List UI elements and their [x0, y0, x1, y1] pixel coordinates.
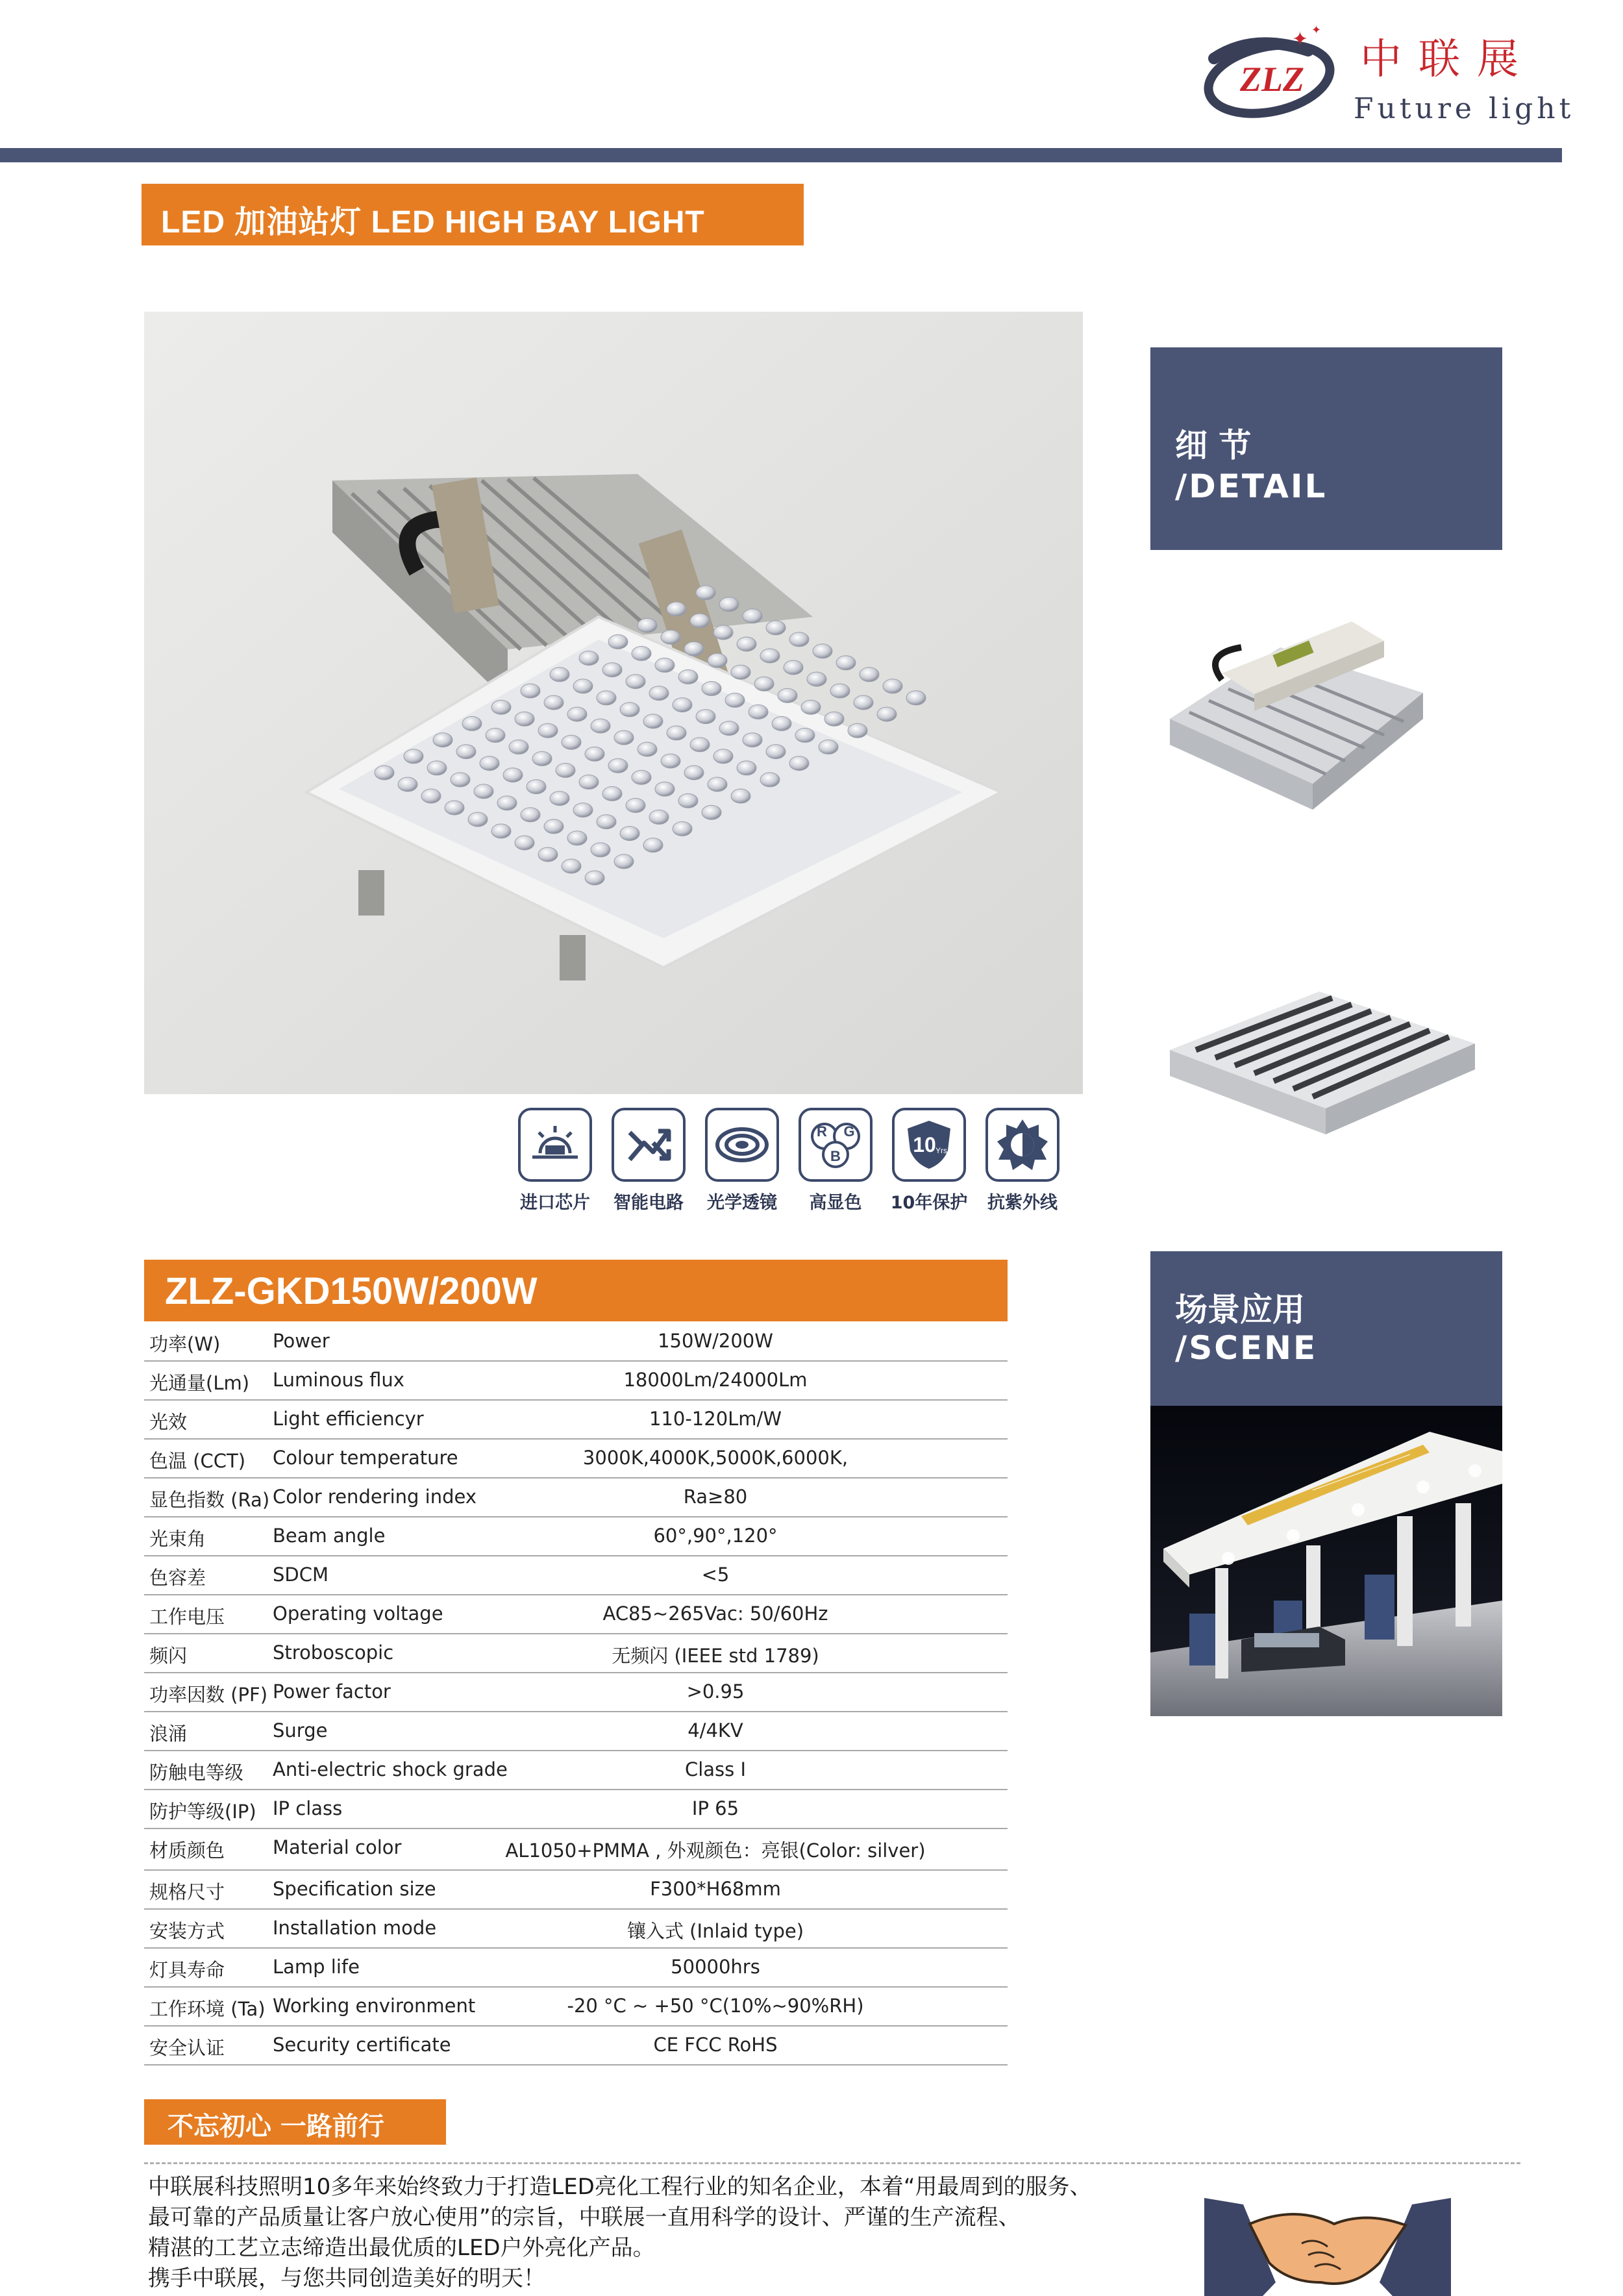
- led-lens: [690, 738, 710, 752]
- brand-name-en: Future light: [1354, 92, 1575, 125]
- led-lens: [778, 688, 797, 703]
- led-lens: [643, 838, 663, 853]
- led-lens: [743, 733, 762, 747]
- feature-label: 高显色: [809, 1193, 862, 1213]
- led-lens: [719, 721, 739, 736]
- led-lens: [515, 836, 534, 850]
- spec-value: 150W/200W: [658, 1330, 773, 1352]
- led-lens: [731, 665, 750, 679]
- led-lens: [749, 705, 768, 719]
- led-lens: [597, 691, 616, 705]
- led-lens: [760, 649, 780, 663]
- spec-label-cn: 显色指数 (Ra): [149, 1489, 270, 1511]
- led-lens: [754, 677, 774, 691]
- spec-label-en: Security certificate: [273, 2034, 451, 2056]
- spec-row: [144, 1399, 1008, 1440]
- led-lens: [474, 784, 493, 799]
- svg-text:✦: ✦: [1292, 28, 1309, 51]
- led-lens: [567, 831, 587, 845]
- spec-label-en: Beam angle: [273, 1525, 386, 1547]
- led-lens: [404, 749, 423, 764]
- spec-value: 3000K,4000K,5000K,6000K,: [582, 1447, 849, 1469]
- led-lens: [702, 681, 721, 695]
- led-lens: [877, 707, 897, 721]
- led-lens: [608, 634, 628, 649]
- led-lens: [719, 597, 739, 612]
- led-lens: [643, 714, 663, 729]
- led-lens: [451, 773, 470, 787]
- spec-label-en: Color rendering index: [273, 1486, 477, 1508]
- led-lens: [398, 777, 417, 792]
- led-lens: [737, 761, 756, 775]
- chip-icon: [518, 1108, 592, 1182]
- spec-value: -20 °C ~ +50 °C(10%~90%RH): [567, 1995, 864, 2017]
- spec-label-en: Luminous flux: [273, 1369, 404, 1391]
- led-lens: [515, 712, 534, 726]
- led-lens: [638, 618, 657, 632]
- led-lens: [830, 684, 850, 698]
- led-lens: [532, 751, 552, 766]
- led-lens: [544, 695, 564, 710]
- led-lens: [702, 805, 721, 819]
- spec-label-cn: 工作电压: [149, 1606, 225, 1628]
- led-lens: [661, 630, 680, 644]
- spec-row: [144, 1789, 1008, 1829]
- spec-label-en: SDCM: [273, 1564, 329, 1586]
- feature-label: 进口芯片: [520, 1193, 590, 1213]
- spec-value: 60°,90°,120°: [653, 1525, 778, 1547]
- spec-label-en: Installation mode: [273, 1917, 437, 1939]
- detail-photos: [1150, 550, 1502, 1251]
- led-lens: [649, 810, 669, 824]
- about-line: 精湛的工艺立志缔造出最优质的LED户外亮化产品。: [148, 2235, 655, 2261]
- spec-value: Class I: [684, 1758, 747, 1780]
- led-lens: [743, 609, 762, 623]
- led-lens: [678, 669, 698, 684]
- spec-row: [144, 1438, 1008, 1479]
- led-lens: [562, 735, 581, 749]
- spec-label-cn: 功率因数 (PF): [149, 1684, 268, 1706]
- led-lens: [784, 660, 803, 675]
- spec-label-cn: 规格尺寸: [149, 1881, 225, 1903]
- spec-label-en: Stroboscopic: [273, 1641, 394, 1664]
- led-lens: [737, 637, 756, 651]
- spec-value: CE FCC RoHS: [653, 2034, 778, 2056]
- spec-label-en: Anti-electric shock grade: [273, 1758, 508, 1780]
- feature-rgb: [787, 1108, 884, 1214]
- led-lens: [638, 742, 657, 756]
- spec-value: 50000hrs: [671, 1956, 760, 1978]
- led-lens: [678, 793, 698, 808]
- led-lens: [521, 684, 540, 698]
- led-lens: [725, 693, 745, 707]
- led-lens: [591, 719, 610, 733]
- spec-label-en: Power: [273, 1330, 330, 1352]
- led-lens: [427, 761, 447, 775]
- led-lens: [708, 653, 727, 668]
- led-lens: [614, 855, 634, 869]
- led-lens: [766, 621, 786, 635]
- spec-label-en: IP class: [273, 1797, 343, 1819]
- spec-label-en: Power factor: [273, 1680, 391, 1703]
- led-lens: [375, 766, 394, 780]
- led-lens: [620, 703, 639, 717]
- led-lens: [608, 758, 628, 773]
- spec-value: Ra≥80: [683, 1486, 748, 1508]
- led-lens: [591, 843, 610, 857]
- led-lens: [632, 646, 651, 660]
- spec-label-cn: 材质颜色: [149, 1840, 225, 1862]
- led-lens: [690, 614, 710, 628]
- led-lens: [854, 695, 873, 710]
- feature-label: 光学透镜: [707, 1193, 777, 1213]
- warranty-years: 10: [913, 1133, 936, 1156]
- page-title: LED 加油站灯 LED HIGH BAY LIGHT: [161, 205, 705, 240]
- detail-title-cn: 细 节: [1175, 427, 1252, 464]
- led-lens: [836, 656, 856, 670]
- led-lens: [813, 644, 832, 658]
- led-lens: [597, 815, 616, 829]
- led-lens: [585, 871, 604, 885]
- led-lens: [667, 726, 686, 740]
- led-lens: [509, 740, 528, 754]
- rgb-icon: [799, 1108, 873, 1182]
- detail-photo-heatsink: [1170, 992, 1475, 1134]
- led-lens: [614, 730, 634, 745]
- spec-value: F300*H68mm: [650, 1878, 781, 1900]
- shield-10yrs-icon: [892, 1108, 966, 1182]
- scene-title-cn: 场景应用: [1175, 1291, 1305, 1329]
- spec-value: 18000Lm/24000Lm: [623, 1369, 808, 1391]
- spec-label-cn: 色容差: [149, 1567, 206, 1589]
- spec-label-en: Lamp life: [273, 1956, 360, 1978]
- spec-label-cn: 防触电等级: [149, 1762, 244, 1784]
- led-lens: [550, 792, 569, 806]
- led-lens: [883, 679, 902, 693]
- led-lens: [860, 668, 879, 682]
- spec-label-cn: 光通量(Lm): [149, 1372, 250, 1394]
- spec-row: [144, 1750, 1008, 1790]
- led-lens: [661, 754, 680, 768]
- spec-value: AC85~265Vac: 50/60Hz: [602, 1603, 828, 1625]
- spec-row: [144, 1869, 1008, 1910]
- feature-uv: [974, 1108, 1071, 1214]
- led-lens: [713, 749, 733, 764]
- detail-title-en: /DETAIL: [1175, 468, 1328, 505]
- spec-label-en: Specification size: [273, 1878, 436, 1900]
- led-lens: [824, 712, 844, 726]
- led-lens: [766, 745, 786, 759]
- led-lens: [527, 780, 546, 794]
- spec-row: [144, 1633, 1008, 1673]
- led-lens: [550, 668, 569, 682]
- spec-row: [144, 1516, 1008, 1556]
- rgb-g: G: [843, 1123, 855, 1140]
- spec-label-cn: 光效: [149, 1411, 188, 1433]
- scene-title-en: /SCENE: [1175, 1329, 1318, 1367]
- svg-text:✦: ✦: [1311, 23, 1322, 37]
- led-lens: [562, 859, 581, 873]
- spec-label-en: Surge: [273, 1719, 328, 1741]
- led-lens: [567, 707, 587, 721]
- led-lens: [503, 768, 523, 782]
- led-lens: [807, 672, 826, 686]
- motto-text: 不忘初心 一路前行: [167, 2112, 384, 2141]
- led-lens: [684, 642, 704, 656]
- product-photo: [144, 312, 1083, 1094]
- spec-label-cn: 工作环境 (Ta): [149, 1998, 266, 2020]
- spec-label-en: Material color: [273, 1836, 402, 1858]
- spec-label-cn: 色温 (CCT): [149, 1450, 246, 1472]
- led-lens: [626, 798, 645, 812]
- spec-row: [144, 2025, 1008, 2065]
- led-lens: [468, 812, 488, 827]
- spec-row: [144, 1477, 1008, 1517]
- led-lens: [491, 700, 511, 714]
- led-lens: [696, 586, 715, 600]
- spec-label-cn: 灯具寿命: [149, 1959, 225, 1981]
- rgb-r: R: [817, 1123, 827, 1140]
- led-lens: [632, 770, 651, 784]
- led-lens: [573, 679, 593, 693]
- led-lens: [760, 773, 780, 787]
- led-lens: [789, 756, 809, 771]
- led-lens: [620, 827, 639, 841]
- spec-label-cn: 频闪: [149, 1645, 188, 1667]
- brand-name-cn: 中联展: [1360, 36, 1535, 84]
- header-divider: [0, 148, 1562, 162]
- led-lens: [673, 821, 692, 836]
- led-lens: [696, 710, 715, 724]
- led-lens: [906, 691, 926, 705]
- about-line: 携手中联展，与您共同创造美好的明天！: [148, 2265, 545, 2291]
- logo-zlz-text: ZLZ: [1240, 60, 1304, 99]
- rgb-b: B: [830, 1148, 841, 1164]
- feature-label: 智能电路: [613, 1193, 684, 1213]
- feature-label: 10年保护: [890, 1193, 968, 1213]
- spec-label-en: Light efficiencyr: [273, 1408, 424, 1430]
- led-lens: [772, 716, 791, 730]
- led-lens: [684, 766, 704, 780]
- led-lens: [602, 663, 622, 677]
- feature-circuit: [600, 1108, 697, 1214]
- led-lens: [708, 777, 727, 792]
- spec-label-cn: 光束角: [149, 1528, 206, 1550]
- feature-chip: [506, 1108, 604, 1214]
- spec-row: [144, 1555, 1008, 1595]
- led-lens: [462, 716, 482, 730]
- led-lens: [538, 847, 558, 862]
- led-lens: [626, 675, 645, 689]
- spec-label-cn: 安全认证: [149, 2037, 225, 2059]
- led-lens: [848, 723, 867, 738]
- scene-photo: [1150, 1406, 1502, 1716]
- spec-row: [144, 1672, 1008, 1712]
- led-lens: [480, 756, 499, 771]
- circuit-icon: [612, 1108, 686, 1182]
- led-lens: [655, 658, 675, 672]
- led-lens: [713, 625, 733, 640]
- led-lens: [819, 740, 838, 754]
- spec-row: [144, 1947, 1008, 1988]
- led-lens: [673, 698, 692, 712]
- led-lens: [667, 602, 686, 616]
- spec-row: [144, 1828, 1008, 1871]
- led-lens: [456, 745, 476, 759]
- led-lens: [789, 632, 809, 647]
- led-lens: [573, 803, 593, 817]
- spec-row: [144, 1594, 1008, 1634]
- led-lens: [731, 789, 750, 803]
- spec-label-en: Operating voltage: [273, 1603, 443, 1625]
- spec-label-cn: 功率(W): [149, 1333, 221, 1355]
- spec-value: 镶入式 (Inlaid type): [626, 1920, 804, 1942]
- spec-row: [144, 1711, 1008, 1751]
- about-line: 中联展科技照明10多年来始终致力于打造LED亮化工程行业的知名企业，本着“用最周到的服务、: [148, 2174, 1092, 2200]
- led-lens: [486, 728, 505, 742]
- led-lens: [556, 763, 575, 777]
- led-lens: [579, 651, 599, 666]
- led-lens: [497, 796, 517, 810]
- led-lens: [445, 801, 464, 815]
- led-lens: [421, 789, 441, 803]
- led-lens: [795, 728, 815, 742]
- feature-lens: [693, 1108, 791, 1214]
- spec-value: <5: [701, 1564, 730, 1586]
- feature-label: 抗紫外线: [987, 1193, 1058, 1213]
- spec-value: IP 65: [691, 1797, 739, 1819]
- warranty-unit: Yrs: [935, 1146, 947, 1155]
- led-lens: [585, 747, 604, 761]
- spec-value: >0.95: [686, 1680, 745, 1703]
- spec-label-cn: 防护等级(IP): [149, 1801, 256, 1823]
- spec-row: [144, 1908, 1008, 1949]
- spec-value: AL1050+PMMA , 外观颜色：亮银(Color: silver): [505, 1840, 926, 1862]
- detail-photo-driver: [1170, 621, 1423, 810]
- spec-value: 4/4KV: [688, 1719, 743, 1741]
- spec-value: 110-120Lm/W: [649, 1408, 782, 1430]
- led-lens: [544, 819, 564, 834]
- led-lens: [579, 775, 599, 789]
- lens-icon: [705, 1108, 779, 1182]
- footer-divider: [144, 2162, 1520, 2164]
- led-lens: [491, 824, 511, 838]
- led-lens: [521, 808, 540, 822]
- led-lens: [602, 786, 622, 801]
- uv-sun-icon: [985, 1108, 1059, 1182]
- led-lens: [801, 700, 821, 714]
- spec-row: [144, 1360, 1008, 1401]
- spec-label-cn: 安装方式: [149, 1920, 225, 1942]
- spec-label-en: Working environment: [273, 1995, 476, 2017]
- spec-label-en: Colour temperature: [273, 1447, 458, 1469]
- led-lens: [538, 723, 558, 738]
- spec-row: [144, 1321, 1008, 1362]
- led-lens: [655, 782, 675, 796]
- led-lens: [433, 733, 452, 747]
- feature-warranty: [880, 1108, 978, 1214]
- spec-row: [144, 1986, 1008, 2027]
- led-lens: [649, 686, 669, 701]
- model-number: ZLZ-GKD150W/200W: [165, 1270, 538, 1312]
- spec-label-cn: 浪涌: [149, 1723, 188, 1745]
- spec-value: 无频闪 (IEEE std 1789): [612, 1645, 819, 1667]
- handshake-icon: [1204, 2185, 1451, 2296]
- about-line: 最可靠的产品质量让客户放心使用”的宗旨，中联展一直用科学的设计、严谨的生产流程、: [148, 2204, 1021, 2230]
